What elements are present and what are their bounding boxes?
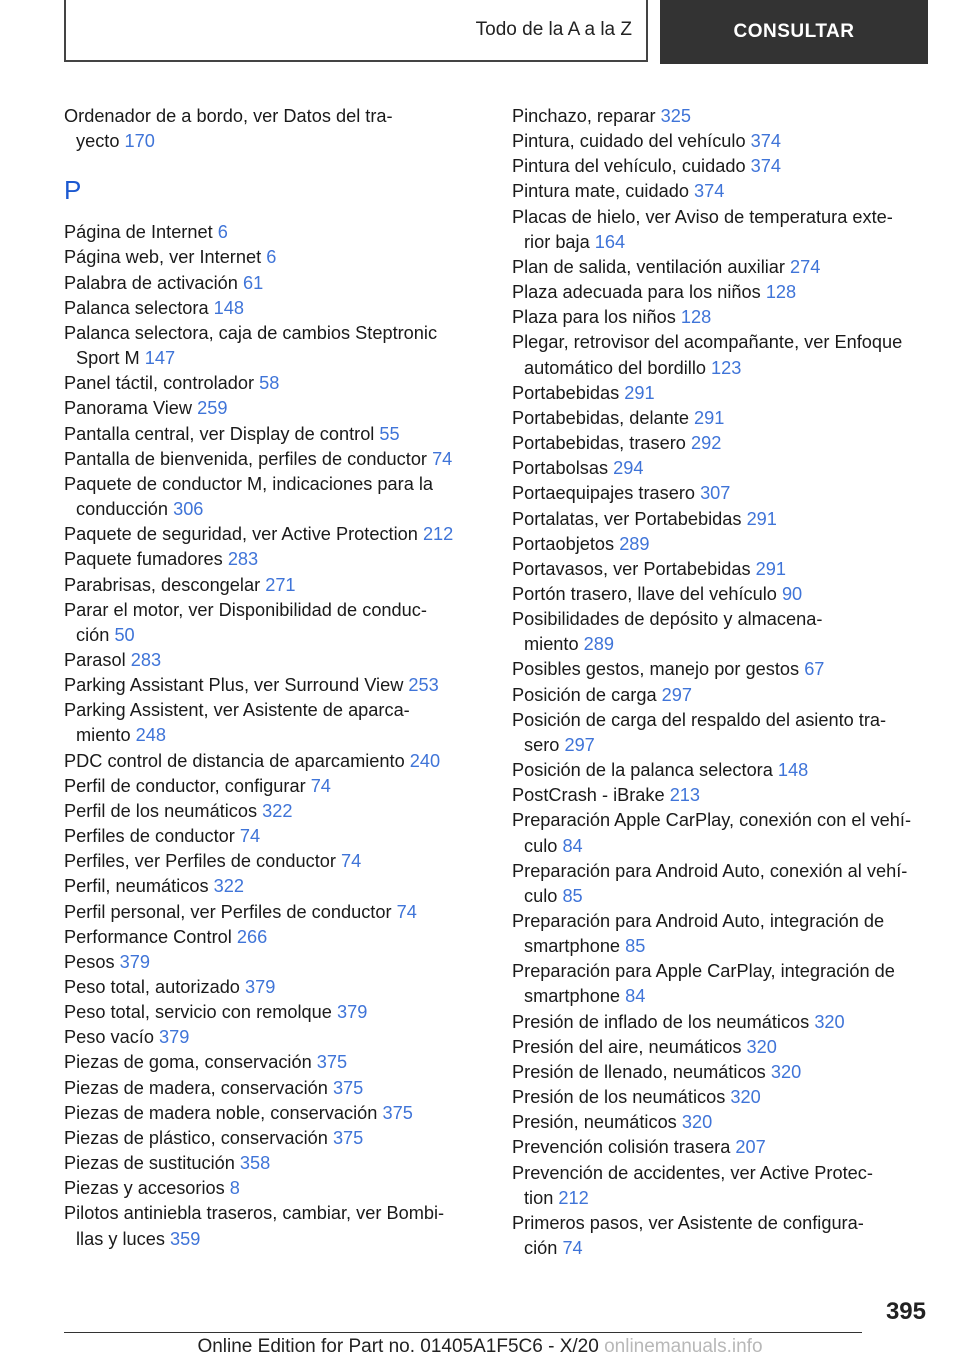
index-entry [512, 129, 932, 154]
index-entry-term: Piezas de madera, conservación [64, 1077, 328, 1098]
index-entry-term: Presión de los neumáticos [512, 1087, 726, 1108]
page-link[interactable]: 291 [755, 558, 787, 579]
page-link[interactable]: 294 [613, 458, 644, 479]
index-entry-term: Posibles gestos, manejo por gestos [512, 659, 800, 680]
index-entry-term: Paquete fumadores [64, 549, 223, 570]
index-entry-term: Pinchazo, reparar [512, 106, 656, 126]
index-entry-term: Piezas de sustitución [64, 1153, 235, 1174]
index-entry-term: Piezas de plástico, conservación [64, 1127, 328, 1148]
index-group-o [64, 104, 484, 154]
footer-edition: Online Edition for Part no. 01405A1F5C6 - X/20 [197, 1336, 599, 1357]
section-title: Todo de la A a la Z [475, 19, 632, 40]
index-entry-term: Pintura mate, cuidado [512, 181, 689, 202]
index-entry [64, 321, 484, 371]
page-link[interactable]: 84 [562, 835, 583, 856]
index-entry [512, 1211, 932, 1261]
index-entry-term: Parar el motor, ver Disponibilidad de conduc- [64, 599, 427, 620]
page-link[interactable]: 374 [750, 156, 781, 177]
page-link[interactable]: 322 [262, 800, 293, 821]
index-entry [512, 179, 932, 204]
index-entry [64, 975, 484, 1000]
index-entry-term: Parabrisas, descongelar [64, 574, 261, 595]
index-entry-term: Peso total, servicio con remolque [64, 1002, 332, 1023]
index-entry-term: Piezas de goma, conservación [64, 1052, 312, 1073]
page-link[interactable]: 74 [341, 851, 362, 872]
index-entry [512, 481, 932, 506]
index-entry-term-continued: tion [524, 1187, 554, 1208]
index-entry-term-continued: culo [524, 835, 558, 856]
index-entry-term-continued: automático del bordillo [524, 357, 706, 378]
index-entry-term: Pintura del vehículo, cuidado [512, 156, 746, 177]
page-link[interactable]: 292 [690, 433, 722, 454]
index-entry-term: Portón trasero, llave del vehículo [512, 583, 777, 604]
index-entry [64, 1025, 484, 1050]
index-entry-term: Palanca selectora, caja de cambios Steptronic [64, 322, 438, 343]
index-entry [512, 657, 932, 682]
index-entry-term: Presión de llenado, neumáticos [512, 1061, 766, 1082]
page-number: 395 [885, 1298, 926, 1325]
index-entry-term-continued: culo [524, 885, 558, 906]
index-entry [512, 104, 932, 129]
page-link[interactable]: 375 [332, 1127, 364, 1148]
index-entry-term-continued: sero [524, 734, 560, 755]
index-group-p [64, 220, 484, 1251]
index-column-left [64, 104, 484, 1252]
page-link[interactable]: 85 [625, 936, 646, 957]
page-link[interactable]: 322 [213, 876, 244, 897]
index-letter-heading: P [64, 175, 82, 206]
index-entry-term: Pantalla central, ver Display de control [64, 423, 375, 444]
page-link[interactable]: 291 [694, 407, 725, 428]
index-entry-term-continued: Sport M [76, 348, 140, 369]
index-entry-term: Portalatas, ver Portabebidas [512, 508, 742, 529]
index-entry [64, 104, 484, 154]
index-entry [512, 532, 932, 557]
index-entry-term-continued: smartphone [524, 936, 621, 957]
page-link[interactable]: 6 [217, 222, 228, 243]
index-entry-term: Posibilidades de depósito y almacena- [512, 609, 823, 630]
page-link[interactable]: 375 [382, 1102, 413, 1123]
index-entry [512, 607, 932, 657]
page-link[interactable]: 90 [781, 583, 803, 604]
index-entry-term-continued: llas y luces [76, 1228, 165, 1249]
index-entry [512, 557, 932, 582]
page-link[interactable]: 74 [562, 1238, 583, 1259]
index-entry [64, 1050, 484, 1075]
index-entry [64, 673, 484, 698]
index-entry [512, 582, 932, 607]
page-link[interactable]: 375 [332, 1077, 364, 1098]
index-entry-term: Posición de carga del respaldo del asiento tra- [512, 709, 887, 730]
index-entry [512, 708, 932, 758]
index-entry [64, 900, 484, 925]
page-link[interactable]: 6 [266, 247, 277, 268]
index-entry [64, 598, 484, 648]
page-link[interactable]: 320 [770, 1061, 802, 1082]
page-link[interactable]: 74 [239, 826, 261, 847]
index-entry [64, 271, 484, 296]
index-entry-term: Piezas de madera noble, conservación [64, 1102, 378, 1123]
index-entry [64, 950, 484, 975]
index-entry-term: Perfil personal, ver Perfiles de conductor [64, 901, 392, 922]
index-entry-term: PostCrash - iBrake [512, 785, 665, 806]
page-link[interactable]: 84 [625, 986, 646, 1007]
index-entry [64, 1101, 484, 1126]
page-link[interactable]: 306 [173, 499, 204, 520]
index-entry [64, 1076, 484, 1101]
page-link[interactable]: 147 [144, 348, 176, 369]
index-entry-term-continued: ción [76, 624, 110, 645]
index-entry-term: Panel táctil, controlador [64, 373, 255, 394]
index-entry-term: Presión del aire, neumáticos [512, 1036, 742, 1057]
index-entry [512, 205, 932, 255]
index-entry-term: Piezas y accesorios [64, 1178, 225, 1199]
page-link[interactable]: 74 [432, 448, 453, 469]
page-link[interactable]: 50 [114, 624, 135, 645]
index-entry-term: Parking Assistant Plus, ver Surround View [64, 675, 404, 696]
index-entry [512, 1010, 932, 1035]
page-link[interactable]: 248 [135, 725, 167, 746]
index-entry-term: Paquete de seguridad, ver Active Protection [64, 524, 418, 545]
index-entry-term: Preparación Apple CarPlay, conexión con el vehí- [512, 810, 912, 831]
page-link[interactable]: 266 [236, 926, 268, 947]
index-entry [64, 547, 484, 572]
index-entry-term: Preparación para Android Auto, conexión al vehí- [512, 860, 908, 881]
page-link[interactable]: 283 [130, 649, 162, 670]
index-entry [512, 431, 932, 456]
index-entry [512, 1035, 932, 1060]
index-entry-term-continued: smartphone [524, 986, 621, 1007]
page-link[interactable]: 374 [750, 131, 781, 152]
index-entry [64, 698, 484, 748]
index-entry [512, 507, 932, 532]
index-entry-term: Palabra de activación [64, 272, 238, 293]
page-link[interactable]: 213 [669, 785, 701, 806]
index-entry [64, 925, 484, 950]
index-entry [64, 648, 484, 673]
index-entry-term: Panorama View [64, 398, 193, 419]
index-entry-term: Portavasos, ver Portabebidas [512, 558, 751, 579]
page-link[interactable]: 379 [119, 951, 150, 972]
index-entry-term: Preparación para Apple CarPlay, integración de [512, 961, 895, 982]
index-entry-term: Palanca selectora [64, 297, 209, 318]
page-link[interactable]: 85 [562, 885, 583, 906]
page-link[interactable]: 325 [660, 106, 691, 126]
page-link[interactable]: 379 [159, 1027, 190, 1048]
footer-divider [64, 1332, 862, 1333]
page-link[interactable]: 289 [583, 634, 615, 655]
index-entry [512, 381, 932, 406]
index-entry-term-continued: ción [524, 1238, 558, 1259]
index-entry [64, 522, 484, 547]
index-entry-term: Portabolsas [512, 458, 609, 479]
index-entry [64, 824, 484, 849]
index-entry-term: Posición de la palanca selectora [512, 760, 773, 781]
index-entry [512, 280, 932, 305]
index-entry-term-continued: conducción [76, 499, 169, 520]
page-link[interactable]: 170 [124, 131, 155, 152]
page-link[interactable]: 320 [681, 1112, 713, 1133]
index-entry [512, 255, 932, 280]
page-link[interactable]: 320 [746, 1036, 777, 1057]
index-entry-term: Portabebidas, trasero [512, 433, 686, 454]
index-entry-term: Perfiles de conductor [64, 826, 235, 847]
footer-watermark: onlinemanuals.info [604, 1336, 763, 1357]
index-entry [64, 245, 484, 270]
index-entry [64, 774, 484, 799]
index-entry-term-continued: yecto [76, 131, 120, 152]
section-tab[interactable] [64, 0, 648, 62]
page-link[interactable]: 164 [594, 231, 626, 252]
index-entry [64, 849, 484, 874]
page-link[interactable]: 8 [229, 1178, 240, 1199]
index-entry-term: Peso total, autorizado [64, 977, 240, 997]
index-entry [512, 859, 932, 909]
index-entry [64, 472, 484, 522]
page-link[interactable]: 128 [680, 307, 712, 328]
index-entry [64, 1151, 484, 1176]
index-entry-term: Pilotos antiniebla traseros, cambiar, ver Bombi- [64, 1203, 445, 1224]
index-group-p-continued [512, 104, 932, 1261]
page-link[interactable]: 212 [422, 524, 454, 545]
page-link[interactable]: 148 [213, 297, 244, 318]
index-entry [512, 456, 932, 481]
page-link[interactable]: 259 [197, 398, 228, 419]
index-entry-term: PDC control de distancia de aparcamiento [64, 750, 405, 771]
index-entry [64, 1126, 484, 1151]
index-entry [64, 874, 484, 899]
page-link[interactable]: 379 [245, 977, 276, 997]
page-link[interactable]: 207 [735, 1137, 766, 1158]
index-entry [512, 1060, 932, 1085]
index-entry-term: Pesos [64, 951, 115, 972]
page-link[interactable]: 297 [661, 684, 692, 705]
page-link[interactable]: 291 [624, 382, 655, 403]
index-entry-term: Presión, neumáticos [512, 1112, 677, 1133]
index-entry-term: Plaza para los niños [512, 307, 676, 328]
index-entry [64, 1201, 484, 1251]
index-entry [64, 1176, 484, 1201]
index-entry [512, 959, 932, 1009]
index-entry [64, 296, 484, 321]
index-entry [512, 909, 932, 959]
page-link[interactable]: 74 [310, 775, 331, 796]
footer [0, 1336, 960, 1358]
page-link[interactable]: 253 [408, 675, 439, 696]
page-link[interactable]: 55 [379, 423, 400, 444]
index-entry-term: Plaza adecuada para los niños [512, 282, 761, 303]
page-link[interactable]: 307 [700, 483, 731, 504]
index-entry [512, 330, 932, 380]
page-link[interactable]: 67 [804, 659, 825, 680]
page-link[interactable]: 61 [242, 272, 264, 293]
index-entry-term-continued: rior baja [524, 231, 590, 252]
index-column-right [512, 104, 932, 1261]
index-entry-term: Pantalla de bienvenida, perfiles de conductor [64, 448, 427, 469]
index-entry [512, 808, 932, 858]
page-link[interactable]: 128 [765, 282, 797, 303]
index-entry-term: Perfiles, ver Perfiles de conductor [64, 851, 336, 872]
page-link[interactable]: 283 [227, 549, 259, 570]
page-link[interactable]: 359 [170, 1228, 201, 1249]
page-link[interactable]: 271 [265, 574, 296, 595]
index-entry-term: Portaobjetos [512, 533, 615, 554]
index-entry [64, 396, 484, 421]
page-link[interactable]: 148 [777, 760, 809, 781]
index-entry [512, 154, 932, 179]
index-entry [512, 1085, 932, 1110]
index-entry [512, 1110, 932, 1135]
index-entry-term: Prevención colisión trasera [512, 1137, 731, 1158]
index-entry [64, 371, 484, 396]
index-entry-term: Performance Control [64, 926, 232, 947]
page-link[interactable]: 320 [814, 1011, 845, 1032]
index-entry-term-continued: miento [524, 634, 579, 655]
chapter-tab[interactable] [660, 0, 928, 64]
index-entry [512, 758, 932, 783]
page-link[interactable]: 240 [409, 750, 441, 771]
index-entry-term: Preparación para Android Auto, integración de [512, 911, 885, 931]
page-link[interactable]: 58 [259, 373, 280, 394]
index-entry [64, 447, 484, 472]
index-entry [64, 1000, 484, 1025]
page-link[interactable]: 289 [619, 533, 650, 554]
index-entry-term: Portaequipajes trasero [512, 483, 695, 504]
index-entry [64, 799, 484, 824]
index-entry-term: Página de Internet [64, 222, 213, 243]
index-entry-term: Paquete de conductor M, indicaciones para la [64, 473, 434, 494]
page-link[interactable]: 297 [564, 734, 595, 755]
page-link[interactable]: 374 [694, 181, 725, 202]
index-entry [512, 1135, 932, 1160]
page-link[interactable]: 274 [790, 256, 821, 277]
index-entry-term: Perfil de los neumáticos [64, 800, 258, 821]
page-link[interactable]: 358 [239, 1153, 271, 1174]
index-entry-term: Posición de carga [512, 684, 657, 705]
index-entry-term: Peso vacío [64, 1027, 154, 1048]
page-link[interactable]: 379 [336, 1002, 368, 1023]
index-entry [64, 422, 484, 447]
index-entry-term: Perfil, neumáticos [64, 876, 209, 897]
index-entry-term: Perfil de conductor, configurar [64, 775, 306, 796]
index-entry [512, 683, 932, 708]
index-entry-term: Portabebidas [512, 382, 620, 403]
index-entry-term: Portabebidas, delante [512, 407, 689, 428]
index-entry [512, 783, 932, 808]
index-entry-term: Plegar, retrovisor del acompañante, ver Enfoque [512, 332, 903, 353]
page-link[interactable]: 291 [746, 508, 777, 529]
index-entry-term: Placas de hielo, ver Aviso de temperatura exte- [512, 206, 893, 227]
index-entry-term: Pintura, cuidado del vehículo [512, 131, 746, 152]
index-entry-term: Parasol [64, 649, 126, 670]
index-entry-term: Primeros pasos, ver Asistente de configura- [512, 1212, 864, 1233]
page-link[interactable]: 320 [730, 1087, 761, 1108]
index-entry [64, 220, 484, 245]
page-link[interactable]: 123 [711, 357, 742, 378]
index-entry-term: Presión de inflado de los neumáticos [512, 1011, 810, 1032]
page-link[interactable]: 375 [316, 1052, 348, 1073]
chapter-title: CONSULTAR [733, 21, 855, 42]
index-entry-term: Ordenador de a bordo, ver Datos del tra- [64, 106, 393, 126]
page-link[interactable]: 212 [558, 1187, 589, 1208]
index-entry [512, 1161, 932, 1211]
index-entry [512, 406, 932, 431]
index-entry-term: Plan de salida, ventilación auxiliar [512, 256, 785, 277]
index-entry [512, 305, 932, 330]
page-link[interactable]: 74 [396, 901, 417, 922]
index-entry [64, 573, 484, 598]
header-bar [64, 0, 928, 64]
index-entry-term-continued: miento [76, 725, 131, 746]
index-entry [64, 749, 484, 774]
index-entry-term: Página web, ver Internet [64, 247, 262, 268]
index-entry-term: Prevención de accidentes, ver Active Protec- [512, 1162, 873, 1183]
index-entry-term: Parking Assistent, ver Asistente de aparca- [64, 700, 410, 721]
